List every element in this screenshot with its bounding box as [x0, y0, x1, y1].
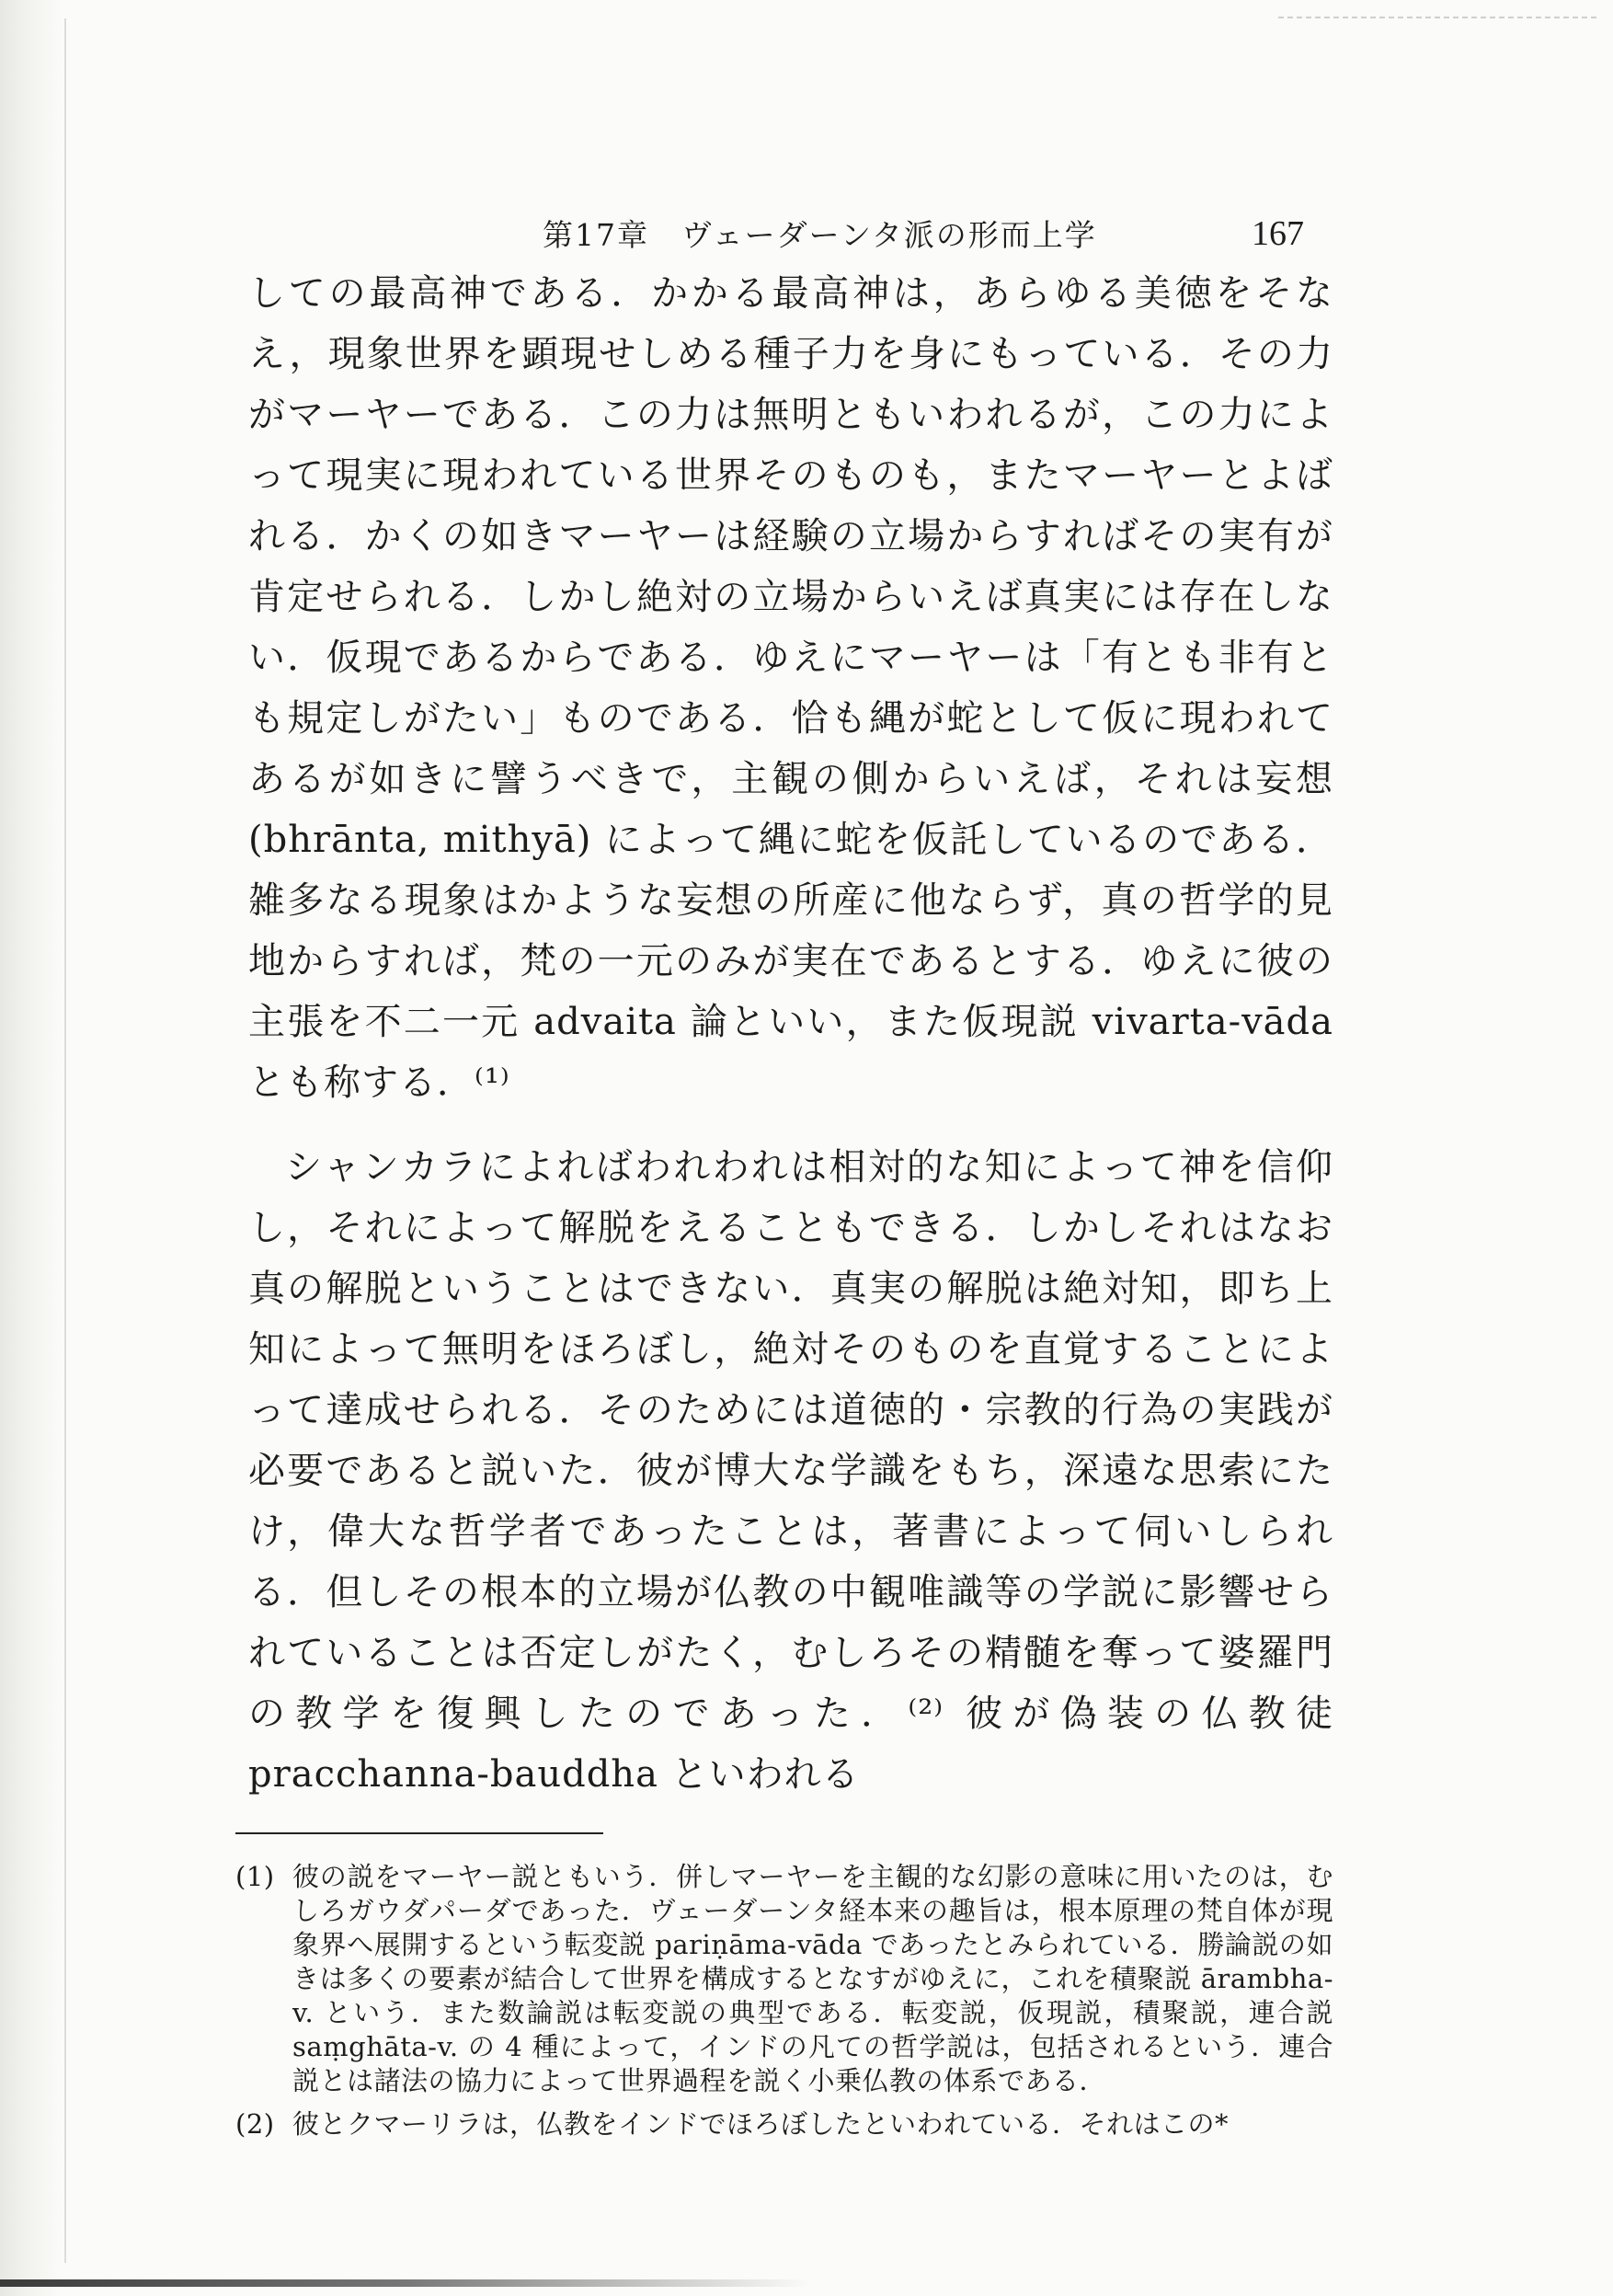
body-paragraph: しての最高神である．かかる最高神は，あらゆる美徳をそなえ，現象世界を顕現せしめる種子力を身にもっている．その力がマーヤーである．この力は無明ともいわれるが，この力によって現実に現われている世界そのものも，またマーヤーとよばれる．かくの如きマーヤーは経験の立場からすればその実有が肯定せられる．しかし絶対の立場からいえば真実には存在しない．仮現であるからである．ゆえにマーヤーは「有とも非有とも規定しがたい」ものである．恰も縄が蛇として仮に現われてあるが如きに譬うべきで，主観の側からいえば，それは妄想 (bhrānta, mithyā) によって縄に蛇を仮託しているのである．雑多なる現象はかような妄想の所産に他ならず，真の哲学的見地からすれば，梵の一元のみが実在であるとする．ゆえに彼の主張を不二一元 advaita 論といい，また仮現説 vivarta-vāda とも称する．⁽¹⁾ — [248, 272, 1333, 1104]
footnote — [235, 2107, 1333, 2141]
footnote-marker: (2) — [235, 2108, 275, 2140]
scan-edge-top — [1278, 17, 1600, 18]
scan-fold-line — [64, 18, 66, 2263]
book-page — [235, 204, 1333, 2151]
body-paragraph: シャンカラによればわれわれは相対的な知によって神を信仰し，それによって解脱をえることもできる．しかしそれはなお真の解脱ということはできない．真実の解脱は絶対知，即ち上知によって無明をほろぼし，絶対そのものを直覚することによって達成せられる．そのためには道徳的・宗教的行為の実践が必要であると説いた．彼が博大な学識をもち，深遠な思索にたけ，偉大な哲学者であったことは，著書によって伺いしられる．但しその根本的立場が仏教の中観唯識等の学説に影響せられていることは否定しがたく，むしろその精髄を奪って婆羅門の教学を復興したのであった．⁽²⁾ 彼が偽装の仏教徒 pracchanna-bauddha といわれる — [248, 1146, 1333, 1796]
footnotes — [235, 1860, 1333, 2141]
body-text — [248, 263, 1333, 1805]
footnote-text: 彼とクマーリラは，仏教をインドでほろぼしたといわれている．それはこの* — [292, 2108, 1230, 2140]
scan-edge-bottom — [0, 2279, 809, 2287]
running-head — [248, 204, 1333, 263]
chapter-running-title: 第17章 ヴェーダーンタ派の形而上学 — [543, 217, 1097, 253]
footnote-separator — [235, 1832, 603, 1834]
scan-shadow-left — [0, 0, 63, 2296]
footnote — [235, 1860, 1333, 2098]
footnote-text: 彼の説をマーヤー説ともいう．併しマーヤーを主観的な幻影の意味に用いたのは，むしろガウダパーダであった．ヴェーダーンタ経本来の趣旨は，根本原理の梵自体が現象界へ展開するという転変説 pariṇāma-vāda であったとみられている．勝論説の如きは多くの要素が結合して世界を構成するとなすがゆえに，これを積聚説 ārambha-v. という．また数論説は転変説の典型である．転変説，仮現説，積聚説，連合説 saṃghāta-v. の 4 種によって，インドの凡ての哲学説は，包括されるという．連合説とは諸法の協力によって世界過程を説く小乗仏教の体系である． — [292, 1861, 1333, 2096]
page-number: 167 — [1252, 214, 1304, 253]
footnote-marker: (1) — [235, 1861, 275, 1892]
